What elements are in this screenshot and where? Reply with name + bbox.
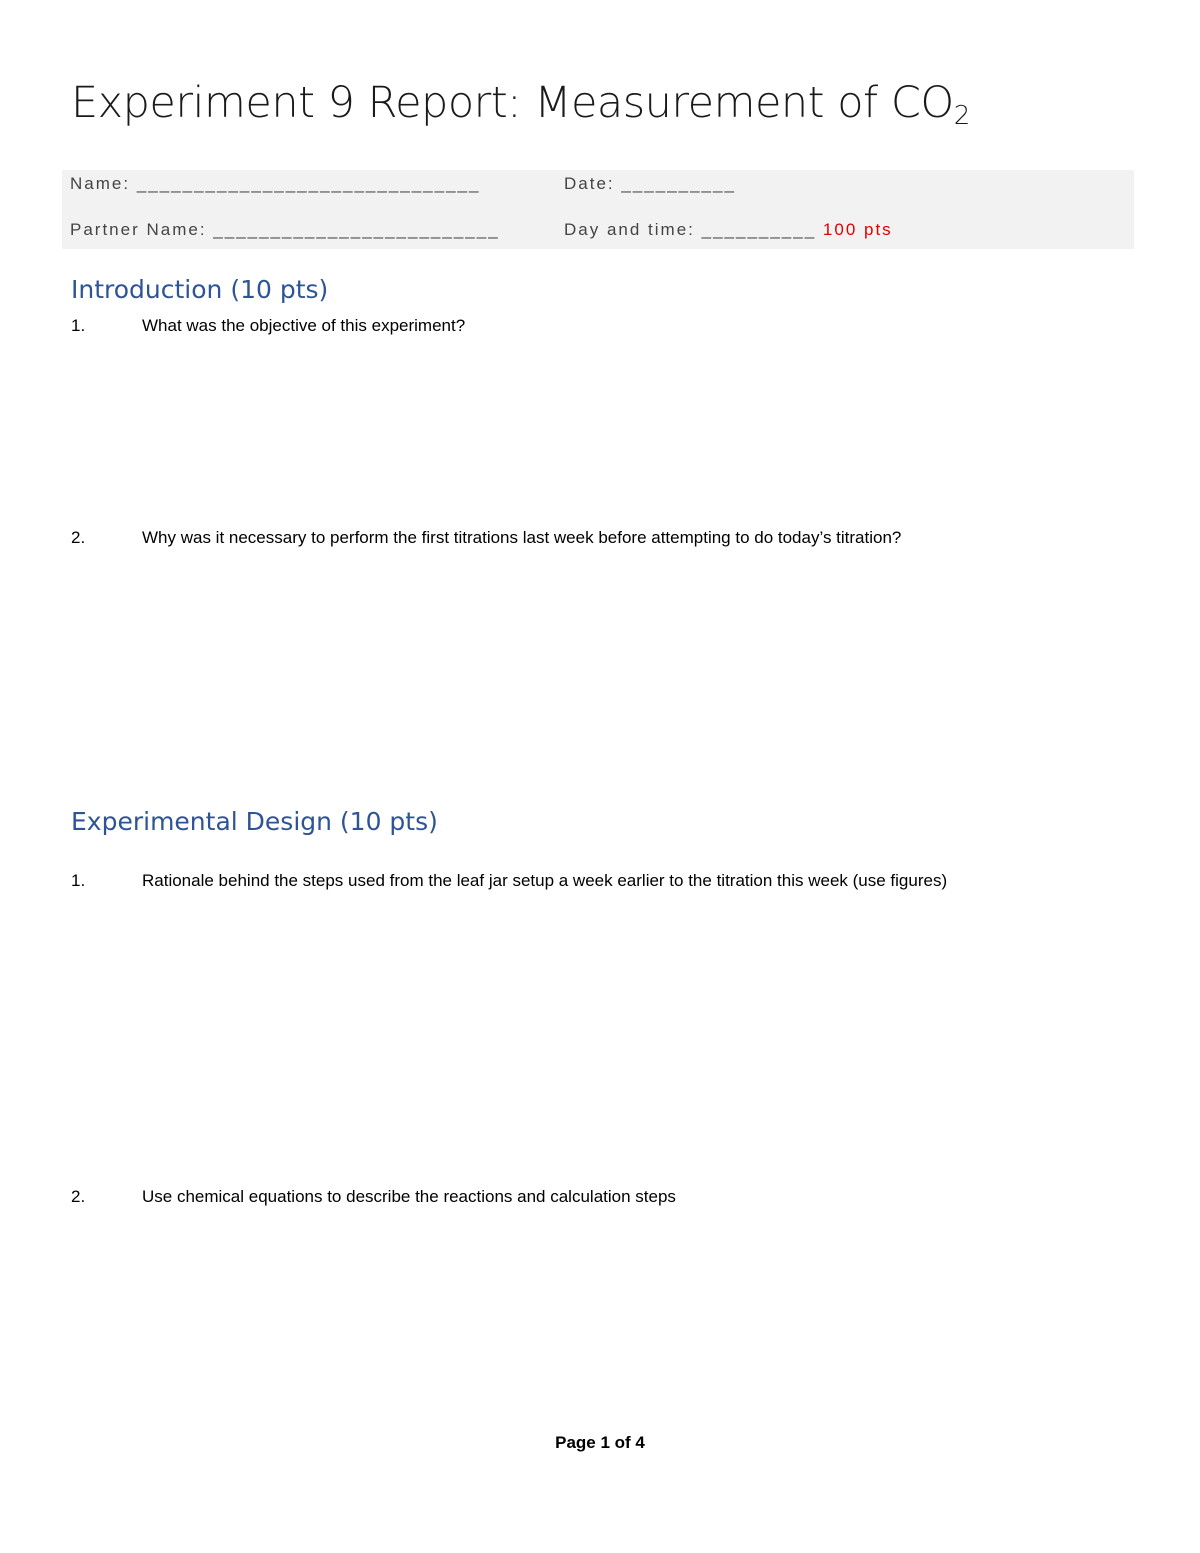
- question-text: Rationale behind the steps used from the leaf jar setup a week earlier to the titration this week (use figures): [142, 871, 948, 890]
- question-text: What was the objective of this experiment?: [142, 316, 466, 335]
- question-number: 1.: [71, 871, 86, 890]
- question-text: Use chemical equations to describe the reactions and calculation steps: [142, 1187, 676, 1206]
- partner-label: Partner Name:: [70, 220, 207, 239]
- question-number: 1.: [71, 316, 86, 335]
- name-row: [70, 174, 480, 194]
- introduction-heading: Introduction (10 pts): [71, 275, 329, 304]
- question-text: Why was it necessary to perform the first titrations last week before attempting to do today’s titration?: [142, 528, 902, 547]
- question-number: 2.: [71, 1187, 86, 1206]
- partner-row: [70, 220, 500, 240]
- question-number: 2.: [71, 528, 86, 547]
- partner-field[interactable]: _________________________: [213, 220, 500, 239]
- daytime-label: Day and time:: [564, 220, 695, 239]
- title-subscript: 2: [953, 101, 970, 131]
- daytime-field[interactable]: __________: [701, 220, 817, 239]
- experimental-design-heading: Experimental Design (10 pts): [71, 807, 438, 836]
- name-label: Name:: [70, 174, 131, 193]
- name-field[interactable]: ______________________________: [136, 174, 481, 193]
- date-field[interactable]: __________: [621, 174, 736, 193]
- daytime-row: [564, 220, 893, 240]
- title-text: Experiment 9 Report: Measurement of CO: [71, 78, 954, 128]
- student-info-box: [62, 170, 1134, 249]
- report-title: [71, 78, 970, 131]
- total-points: 100 pts: [822, 220, 893, 239]
- date-label: Date:: [564, 174, 615, 193]
- page-number: Page 1 of 4: [555, 1433, 645, 1452]
- date-row: [564, 174, 736, 194]
